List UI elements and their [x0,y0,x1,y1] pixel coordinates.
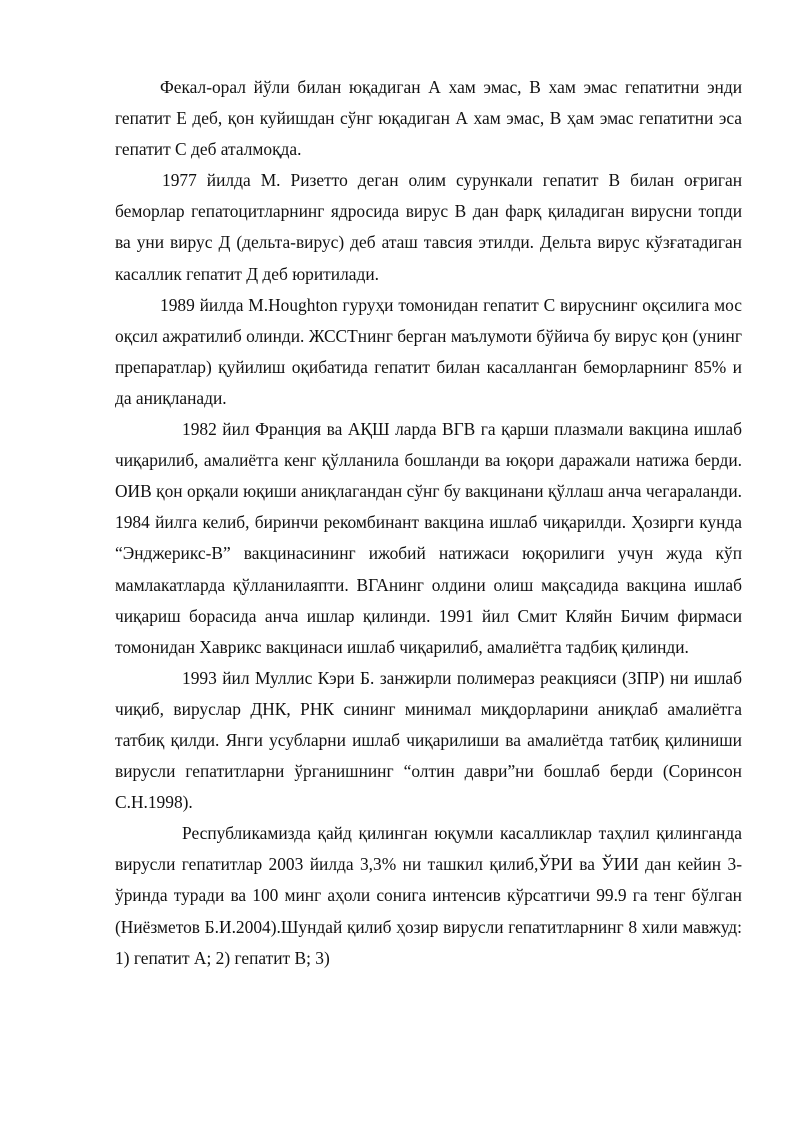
body-text [115,72,742,974]
paragraph-pcr: 1993 йил Муллис Кэри Б. занжирли полимераз реакцияси (ЗПР) ни ишлаб чиқиб, вируслар ДНК, РНК сининг минимал миқдорларини аниқлаб амалиётга татбиқ қилди. Янги усубларни ишлаб чиқарилиши ва амалиётда татбиқ қилиниши вирусли гепатитларни ўрганишнинг “олтин даври”ни бошлаб берди (Соринсон С.Н.1998). [115,667,742,813]
paragraph-republic-statistics: Республикамизда қайд қилинган юқумли касалликлар таҳлил қилинганда вирусли гепатитлар 2003 йилда 3,3% ни ташкил қилиб,ЎРИ ва ЎИИ дан кейин 3-ўринда туради ва 100 минг аҳоли сонига интенсив кўрсатгичи 99.9 га тенг бўлган (Ниёзметов Б.И.2004).Шундай қилиб ҳозир вирусли гепатитларнинг 8 хили мавжуд: 1) гепатит А; 2) гепатит В; 3) [115,823,742,968]
paragraph-hepatitis-d: 1977 йилда М. Ризетто деган олим сурункали гепатит В билан оғриган беморлар гепатоцитларнинг ядросида вирус В дан фарқ қиладиган вирусни топди ва уни вирус Д (дельта-вирус) деб аташ тавсия этилди. Дельта вирус кўзғатадиган касаллик гепатит Д деб юритилади. [115,170,742,284]
paragraph-hepatitis-e-c: Фекал-орал йўли билан юқадиган А хам эмас, В хам эмас гепатитни энди гепатит Е деб, қон куйишдан сўнг юқадиган А хам эмас, В ҳам эмас гепатитни эса гепатит С деб аталмоқда. [115,77,742,160]
paragraph-vaccine-history: 1982 йил Франция ва АҚШ ларда ВГВ га қарши плазмали вакцина ишлаб чиқарилиб, амалиётга кенг қўлланила бошланди ва юқори даражали натижа берди. ОИВ қон орқали юқиши аниқлагандан сўнг бу вакцинани қўллаш анча чегараланди. 1984 йилга келиб, биринчи рекомбинант вакцина ишлаб чиқарилди. Ҳозирги кунда “Энджерикс-В” вакцинасининг ижобий натижаси юқорилиги учун жуда кўп мамлакатларда қўлланилаяпти. ВГАнинг олдини олиш мақсадида вакцина ишлаб чиқариш борасида анча ишлар қилинди. 1991 йил Смит Кляйн Бичим фирмаси томонидан Хаврикс вакцинаси ишлаб чиқарилиб, амалиётга тадбиқ қилинди. [115,419,742,657]
paragraph-hepatitis-c-virus: 1989 йилда М.Houghton гуруҳи томонидан гепатит С вируснинг оқсилига мос оқсил ажратилиб олинди. ЖССТнинг берган маълумоти бўйича бу вирус қон (унинг препаратлар) қуйилиш оқибатида гепатит билан касалланган беморларнинг 85% и да аниқланади. [115,294,742,408]
